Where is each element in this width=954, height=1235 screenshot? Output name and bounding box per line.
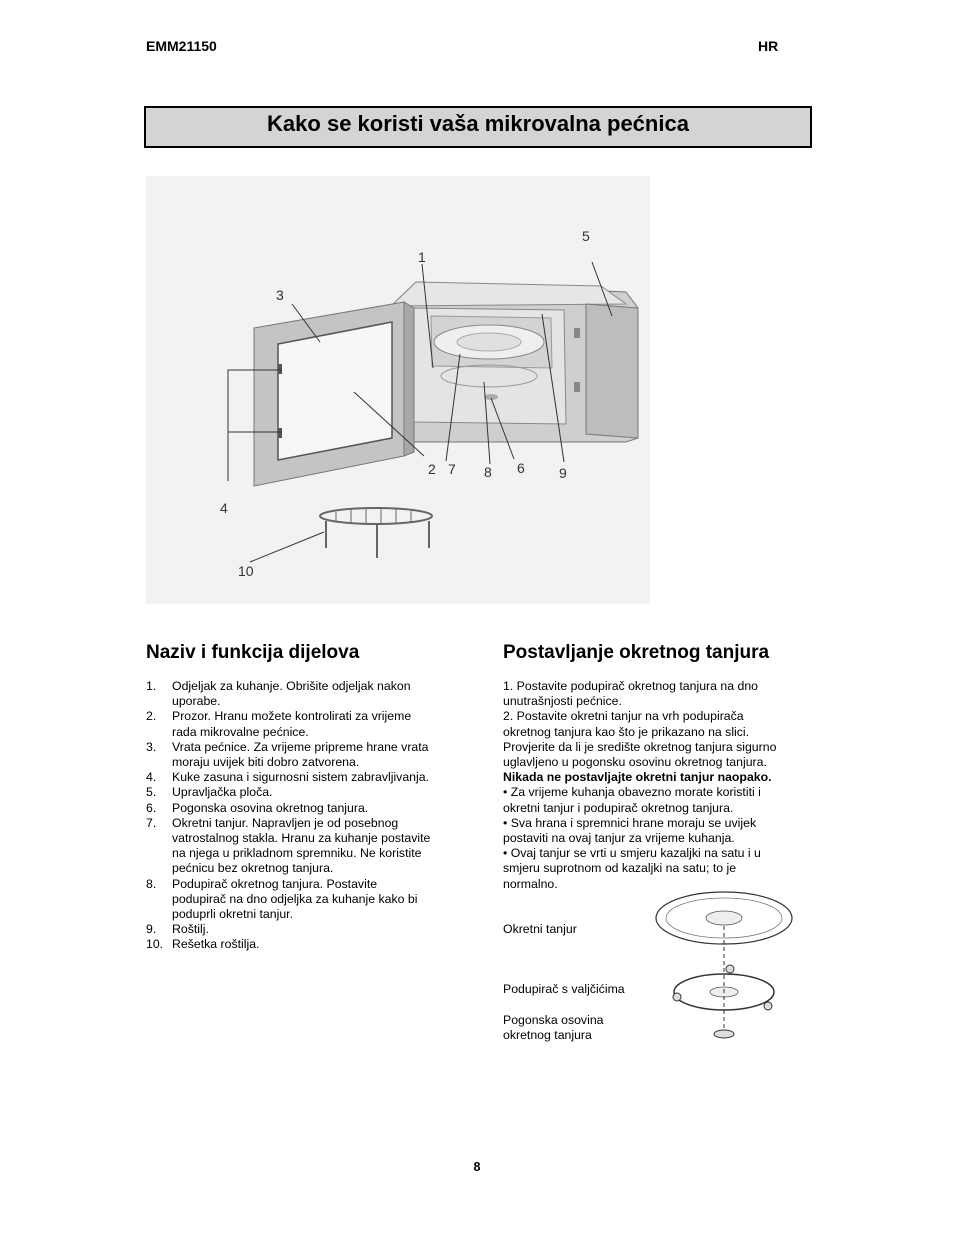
caption-support: Podupirač s valjčićima xyxy=(503,982,625,996)
callout-9: 9 xyxy=(559,465,567,481)
parts-list-item xyxy=(146,785,466,800)
parts-section-title: Naziv i funkcija dijelova xyxy=(146,642,360,663)
parts-list-item xyxy=(146,709,466,739)
parts-list-number: 3. xyxy=(146,739,157,754)
callout-1: 1 xyxy=(418,249,426,265)
door-window xyxy=(278,322,392,460)
parts-list-item xyxy=(146,877,466,923)
instruction-line: 2. Postavite okretni tanjur na vrh podupirača xyxy=(503,709,744,724)
caption-shaft-line-1: Pogonska osovina xyxy=(503,1013,604,1027)
instruction-line: Provjerite da li je središte okretnog tanjura sigurno xyxy=(503,739,777,754)
turntable-section-title: Postavljanje okretnog tanjura xyxy=(503,642,770,663)
parts-list-text: poduprli okretni tanjur. xyxy=(172,907,293,922)
parts-list-text: moraju uvijek biti dobro zatvorena. xyxy=(172,755,360,770)
parts-list-number: 4. xyxy=(146,770,157,785)
microwave-diagram xyxy=(146,176,650,604)
latch-hole-bottom xyxy=(574,382,580,392)
parts-list-text: Prozor. Hranu možete kontrolirati za vrijeme xyxy=(172,709,412,724)
plate-hub xyxy=(706,911,742,925)
callout-8: 8 xyxy=(484,464,492,480)
model-number: EMM21150 xyxy=(146,38,217,54)
parts-list-text: Okretni tanjur. Napravljen je od posebnog xyxy=(172,815,399,830)
page-title: Kako se koristi vaša mikrovalna pećnica xyxy=(267,111,689,136)
parts-list-text: pećnicu bez okretnog tanjura. xyxy=(172,861,334,876)
turntable-illustration xyxy=(650,888,800,1048)
warning-line: Nikada ne postavljajte okretni tanjur naopako. xyxy=(503,770,772,785)
parts-list-item xyxy=(146,816,466,877)
instruction-line: okretni tanjur i podupirač okretnog tanjura. xyxy=(503,800,734,815)
parts-list-item xyxy=(146,801,466,816)
control-panel xyxy=(586,304,638,438)
parts-list-item xyxy=(146,679,466,709)
parts-list-text: Rešetka roštilja. xyxy=(172,937,260,952)
instruction-line: unutrašnjosti pećnice. xyxy=(503,694,622,709)
instruction-line: • Ovaj tanjur se vrti u smjeru kazaljki na satu i u xyxy=(503,846,761,861)
grill-rack xyxy=(320,508,432,524)
parts-list-item xyxy=(146,770,466,785)
parts-list-number: 7. xyxy=(146,815,157,830)
instruction-line: smjeru suprotnom od kazaljki na satu; to je xyxy=(503,861,737,876)
parts-list-text: Kuke zasuna i sigurnosni sistem zabravljivanja. xyxy=(172,770,429,785)
parts-list-text: Pogonska osovina okretnog tanjura. xyxy=(172,800,369,815)
instruction-line: postaviti na ovaj tanjur za vrijeme kuhanja. xyxy=(503,831,735,846)
instruction-line: 1. Postavite podupirač okretnog tanjura na dno xyxy=(503,679,758,693)
roller-wheel xyxy=(764,1002,772,1010)
parts-list-number: 6. xyxy=(146,800,157,815)
parts-list-item xyxy=(146,937,466,952)
parts-list xyxy=(146,679,466,953)
parts-list-text: vatrostalnog stakla. Hranu za kuhanje postavite xyxy=(172,831,431,846)
callout-5: 5 xyxy=(582,228,590,244)
parts-list-number: 1. xyxy=(146,679,157,693)
parts-list-item xyxy=(146,740,466,770)
instruction-line: uglavljeno u pogonsku osovinu okretnog tanjura. xyxy=(503,755,767,770)
turntable-instructions xyxy=(503,679,803,892)
tray-inner-ring xyxy=(457,333,521,351)
page-number: 8 xyxy=(473,1160,481,1174)
parts-list-text: na njega u prikladnom spremniku. Ne koristite xyxy=(172,846,422,861)
callout-7: 7 xyxy=(448,461,456,477)
callout-6: 6 xyxy=(517,460,525,476)
door-edge xyxy=(404,302,414,456)
callout-4: 4 xyxy=(220,500,228,516)
parts-list-text: Odjeljak za kuhanje. Obrišite odjeljak nakon xyxy=(172,679,411,693)
latch-hole-top xyxy=(574,328,580,338)
parts-list-number: 9. xyxy=(146,922,157,937)
drive-shaft-coupler xyxy=(714,1030,734,1038)
callout-2: 2 xyxy=(428,461,436,477)
instruction-line: normalno. xyxy=(503,876,558,891)
parts-list-text: uporabe. xyxy=(172,694,221,709)
parts-list-text: Roštilj. xyxy=(172,922,209,937)
title-banner xyxy=(144,106,812,148)
instruction-line: • Za vrijeme kuhanja obavezno morate koristiti i xyxy=(503,785,761,800)
parts-list-text: Podupirač okretnog tanjura. Postavite xyxy=(172,876,378,891)
door-hook-bottom xyxy=(278,428,282,438)
parts-list-number: 8. xyxy=(146,876,157,891)
language-code: HR xyxy=(758,38,779,54)
parts-list-number: 5. xyxy=(146,785,157,800)
parts-list-item xyxy=(146,922,466,937)
caption-shaft-line-2: okretnog tanjura xyxy=(503,1028,592,1042)
callout-10: 10 xyxy=(238,563,254,579)
parts-list-text: Upravljačka ploča. xyxy=(172,785,273,800)
roller-wheel xyxy=(673,993,681,1001)
parts-list-text: Vrata pećnice. Za vrijeme pripreme hrane vrata xyxy=(172,739,429,754)
parts-list-text: podupirač na dno odjeljka za kuhanje kako bi xyxy=(172,891,418,906)
door-hook-top xyxy=(278,364,282,374)
instruction-line: okretnog tanjura kao što je prikazano na slici. xyxy=(503,724,750,739)
callout-3: 3 xyxy=(276,287,284,303)
caption-turntable: Okretni tanjur xyxy=(503,922,577,936)
parts-list-text: rada mikrovalne pećnice. xyxy=(172,724,309,739)
turntable-assembly-diagram xyxy=(650,888,800,1048)
microwave-illustration xyxy=(146,176,650,604)
instruction-line: • Sva hrana i spremnici hrane moraju se uvijek xyxy=(503,815,757,830)
roller-wheel xyxy=(726,965,734,973)
parts-list-number: 2. xyxy=(146,709,157,724)
parts-list-number: 10. xyxy=(146,937,164,952)
